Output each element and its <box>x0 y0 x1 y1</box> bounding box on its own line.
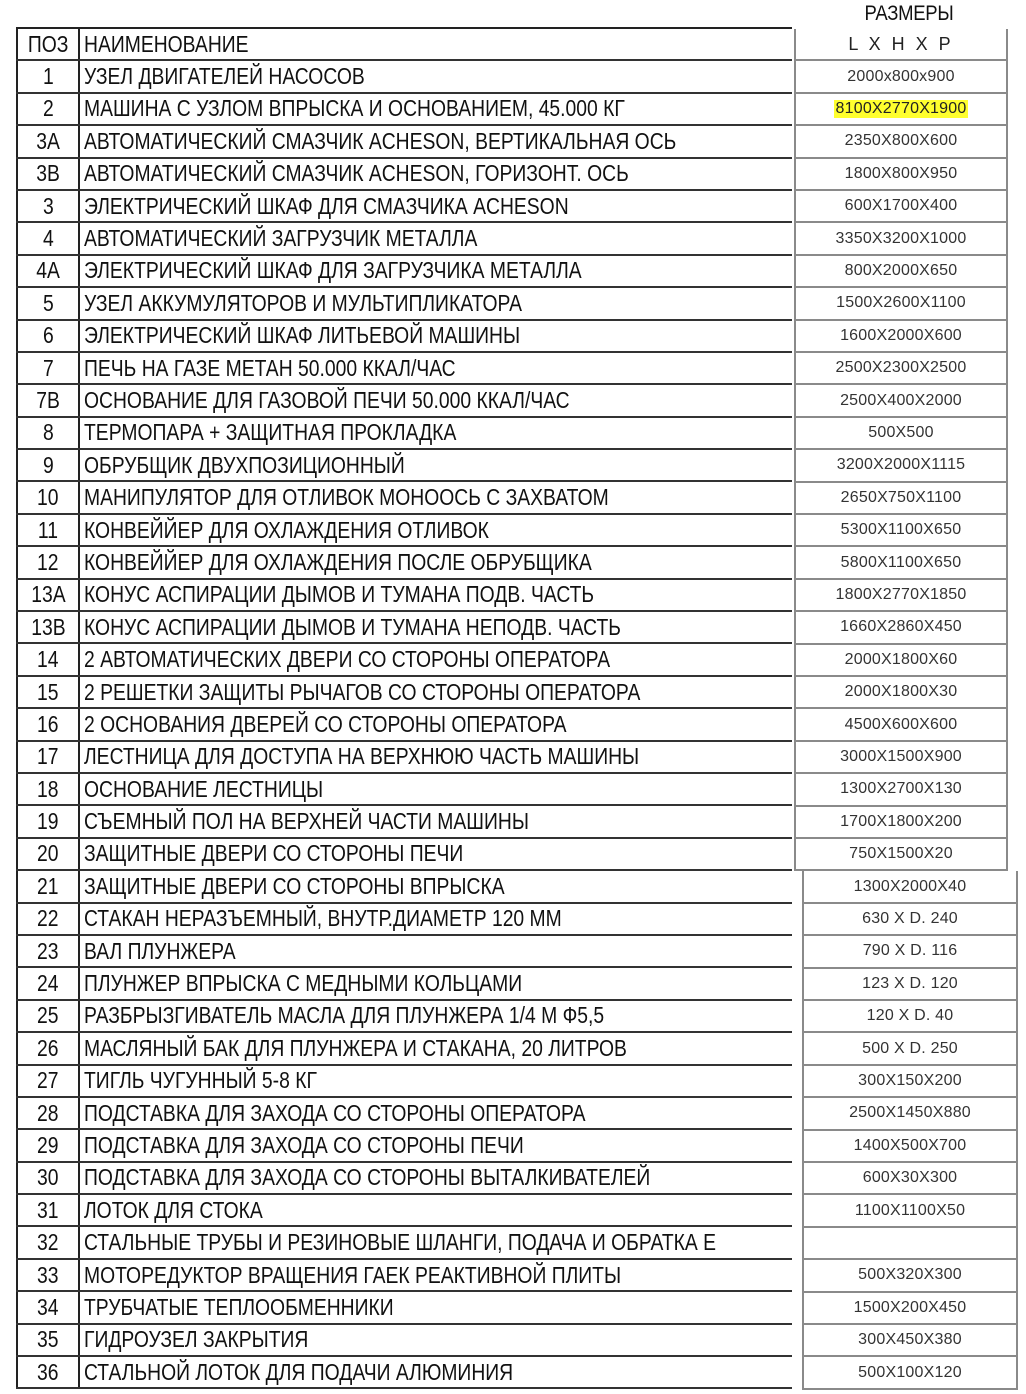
row-size <box>802 1098 1018 1130</box>
row-position: 23 <box>16 936 80 966</box>
table-row <box>16 1033 792 1065</box>
row-name: МАШИНА С УЗЛОМ ВПРЫСКА И ОСНОВАНИЕМ, 45.000 КГ <box>84 95 625 122</box>
row-name: ЭЛЕКТРИЧЕСКИЙ ШКАФ ЛИТЬЕВОЙ МАШИНЫ <box>84 322 521 349</box>
row-size <box>802 1195 1018 1227</box>
row-position: 30 <box>16 1163 80 1193</box>
table-row <box>16 223 792 255</box>
table-row <box>16 936 792 968</box>
row-size <box>802 1033 1018 1065</box>
size-value: 2000X1800X60 <box>844 650 958 668</box>
size-value: 3000X1500X900 <box>840 747 962 765</box>
size-value: 2000X1800X30 <box>844 683 958 701</box>
size-value: 123 X D. 120 <box>862 974 958 992</box>
row-name: ЗАЩИТНЫЕ ДВЕРИ СО СТОРОНЫ ПЕЧИ <box>84 840 464 867</box>
row-size <box>802 1163 1018 1195</box>
row-position: 8 <box>16 418 80 448</box>
size-value: 1500X200X450 <box>853 1298 967 1316</box>
equipment-table <box>16 27 792 1389</box>
table-row <box>16 126 792 158</box>
row-size <box>802 871 1018 903</box>
table-row <box>16 418 792 450</box>
row-name: КОНУС АСПИРАЦИИ ДЫМОВ И ТУМАНА ПОДВ. ЧАСТЬ <box>84 581 595 608</box>
size-value: 500X320X300 <box>858 1266 962 1284</box>
table-row <box>16 94 792 126</box>
row-name: РАЗБРЫЗГИВАТЕЛЬ МАСЛА ДЛЯ ПЛУНЖЕРА 1/4 М Ф5,5 <box>84 1002 605 1029</box>
table-row <box>16 742 792 774</box>
row-size <box>802 1131 1018 1163</box>
row-name: ЛЕСТНИЦА ДЛЯ ДОСТУПА НА ВЕРХНЮЮ ЧАСТЬ МАШИНЫ <box>84 743 640 770</box>
row-position: 16 <box>16 709 80 739</box>
table-row <box>16 256 792 288</box>
row-size <box>794 61 1008 93</box>
row-name: ПОДСТАВКА ДЛЯ ЗАХОДА СО СТОРОНЫ ОПЕРАТОРА <box>84 1099 586 1126</box>
row-size <box>794 321 1008 353</box>
row-position: 4A <box>16 256 80 286</box>
row-name: ПОДСТАВКА ДЛЯ ЗАХОДА СО СТОРОНЫ ПЕЧИ <box>84 1131 524 1158</box>
row-position: 3B <box>16 159 80 189</box>
row-name: УЗЕЛ АККУМУЛЯТОРОВ И МУЛЬТИПЛИКАТОРА <box>84 289 523 316</box>
size-value: 1600X2000X600 <box>840 326 962 344</box>
size-value: 2350X800X600 <box>844 132 958 150</box>
row-size <box>802 1066 1018 1098</box>
row-name: 2 РЕШЕТКИ ЗАЩИТЫ РЫЧАГОВ СО СТОРОНЫ ОПЕРАТОРА <box>84 678 641 705</box>
row-name: ТЕРМОПАРА + ЗАЩИТНАЯ ПРОКЛАДКА <box>84 419 457 446</box>
row-position: 18 <box>16 774 80 804</box>
row-name: ПЕЧЬ НА ГАЗЕ МЕТАН 50.000 ККАЛ/ЧАС <box>84 354 456 381</box>
row-name: УЗЕЛ ДВИГАТЕЛЕЙ НАСОСОВ <box>84 63 365 90</box>
row-position: 32 <box>16 1227 80 1257</box>
size-value: 630 X D. 240 <box>862 909 958 927</box>
size-value: 5800X1100X650 <box>840 553 962 571</box>
row-name: СТАКАН НЕРАЗЪЕМНЫЙ, ВНУТР.ДИАМЕТР 120 ММ <box>84 905 562 932</box>
row-name: МАСЛЯНЫЙ БАК ДЛЯ ПЛУНЖЕРА И СТАКАНА, 20 ЛИТРОВ <box>84 1034 627 1061</box>
size-value: 120 X D. 40 <box>866 1007 954 1025</box>
row-position: 27 <box>16 1066 80 1096</box>
row-position: 17 <box>16 742 80 772</box>
row-size <box>802 1357 1018 1389</box>
row-name: АВТОМАТИЧЕСКИЙ СМАЗЧИК ACHESON, ГОРИЗОНТ. ОСЬ <box>84 160 629 187</box>
row-position: 1 <box>16 61 80 91</box>
table-row <box>16 1227 792 1259</box>
row-position: 6 <box>16 321 80 351</box>
size-value: 1300X2700X130 <box>840 780 962 798</box>
row-name: КОНУС АСПИРАЦИИ ДЫМОВ И ТУМАНА НЕПОДВ. ЧАСТЬ <box>84 613 621 640</box>
row-position: 19 <box>16 806 80 836</box>
row-position: 31 <box>16 1195 80 1225</box>
table-row <box>16 904 792 936</box>
table-row <box>16 1001 792 1033</box>
row-position: 36 <box>16 1357 80 1387</box>
row-position: 3 <box>16 191 80 221</box>
row-size <box>794 126 1008 158</box>
table-row <box>16 1163 792 1195</box>
row-size <box>794 580 1008 612</box>
table-row <box>16 385 792 417</box>
size-value: 500X500 <box>868 423 934 441</box>
table-row <box>16 709 792 741</box>
table-row <box>16 677 792 709</box>
row-size <box>794 256 1008 288</box>
row-name: 2 ОСНОВАНИЯ ДВЕРЕЙ СО СТОРОНЫ ОПЕРАТОРА <box>84 710 567 737</box>
header-name: НАИМЕНОВАНИЕ <box>84 30 249 57</box>
size-value: 790 X D. 116 <box>862 942 958 960</box>
row-name: ЛОТОК ДЛЯ СТОКА <box>84 1196 263 1223</box>
row-name: ГИДРОУЗЕЛ ЗАКРЫТИЯ <box>84 1326 309 1353</box>
row-name: МОТОРЕДУКТОР ВРАЩЕНИЯ ГАЕК РЕАКТИВНОЙ ПЛИТЫ <box>84 1261 622 1288</box>
row-position: 2 <box>16 94 80 124</box>
row-position: 11 <box>16 515 80 545</box>
size-value: 3200X2000X1115 <box>836 456 966 474</box>
row-name: СТАЛЬНЫЕ ТРУБЫ И РЕЗИНОВЫЕ ШЛАНГИ, ПОДАЧА И ОБРАТКА Е <box>84 1229 717 1256</box>
table-row <box>16 839 792 871</box>
row-size <box>802 1001 1018 1033</box>
row-name: ЭЛЕКТРИЧЕСКИЙ ШКАФ ДЛЯ СМАЗЧИКА ACHESON <box>84 192 569 219</box>
row-name: ЗАЩИТНЫЕ ДВЕРИ СО СТОРОНЫ ВПРЫСКА <box>84 872 505 899</box>
row-size <box>794 645 1008 677</box>
row-name: ОСНОВАНИЕ ЛЕСТНИЦЫ <box>84 775 324 802</box>
table-row <box>16 1260 792 1292</box>
table-row <box>16 1130 792 1162</box>
size-value: 300X150X200 <box>858 1071 962 1089</box>
row-name: 2 АВТОМАТИЧЕСКИХ ДВЕРИ СО СТОРОНЫ ОПЕРАТОРА <box>84 646 611 673</box>
size-value: 5300X1100X650 <box>840 521 962 539</box>
table-row <box>16 774 792 806</box>
row-position: 15 <box>16 677 80 707</box>
row-size <box>794 547 1008 579</box>
table-row <box>16 871 792 903</box>
table-row <box>16 191 792 223</box>
table-row <box>16 1357 792 1389</box>
row-size <box>794 353 1008 385</box>
row-size <box>794 418 1008 450</box>
table-row <box>16 353 792 385</box>
size-value: 1500X2600X1100 <box>836 294 966 312</box>
size-value: 2500X1450X880 <box>849 1104 971 1122</box>
size-value: 1100X1100X50 <box>854 1201 966 1219</box>
size-value: 500 X D. 250 <box>862 1039 958 1057</box>
row-position: 3A <box>16 126 80 156</box>
table-row <box>16 1325 792 1357</box>
row-position: 34 <box>16 1292 80 1322</box>
row-name: ОБРУБЩИК ДВУХПОЗИЦИОННЫЙ <box>84 451 405 478</box>
size-value: 1300X2000X40 <box>853 877 967 895</box>
row-position: 24 <box>16 968 80 998</box>
size-value: 2500X2300X2500 <box>835 359 967 377</box>
table-row <box>16 1098 792 1130</box>
row-position: 14 <box>16 644 80 674</box>
size-value: 500X100X120 <box>858 1363 962 1381</box>
table-row <box>16 482 792 514</box>
table-row <box>16 612 792 644</box>
size-value: 600X1700X400 <box>844 197 958 215</box>
row-position: 35 <box>16 1325 80 1355</box>
table-row <box>16 644 792 676</box>
table-row <box>16 159 792 191</box>
table-row <box>16 450 792 482</box>
row-name: ОСНОВАНИЕ ДЛЯ ГАЗОВОЙ ПЕЧИ 50.000 ККАЛ/ЧАС <box>84 386 570 413</box>
size-value: 600X30X300 <box>862 1169 958 1187</box>
row-position: 20 <box>16 839 80 869</box>
header-position: ПОЗ <box>16 29 80 59</box>
row-size <box>802 969 1018 1001</box>
row-position: 12 <box>16 547 80 577</box>
row-position: 28 <box>16 1098 80 1128</box>
table-row <box>16 515 792 547</box>
size-value: 1800X2770X1850 <box>835 585 967 603</box>
row-size <box>802 936 1018 968</box>
row-position: 4 <box>16 223 80 253</box>
row-size <box>794 515 1008 547</box>
highlighted-size: 8100X2770X1900 <box>835 99 967 117</box>
row-size <box>802 904 1018 936</box>
header-size: L X H X P <box>794 29 1008 61</box>
row-size <box>794 450 1008 482</box>
row-size <box>794 807 1008 839</box>
row-position: 10 <box>16 482 80 512</box>
row-name: ПЛУНЖЕР ВПРЫСКА С МЕДНЫМИ КОЛЬЦАМИ <box>84 970 523 997</box>
table-row <box>16 1066 792 1098</box>
row-name: ЭЛЕКТРИЧЕСКИЙ ШКАФ ДЛЯ ЗАГРУЗЧИКА МЕТАЛЛА <box>84 257 582 284</box>
row-size <box>794 483 1008 515</box>
row-name: ТИГЛЬ ЧУГУННЫЙ 5-8 КГ <box>84 1067 317 1094</box>
row-size <box>794 288 1008 320</box>
row-size <box>802 1293 1018 1325</box>
row-size <box>794 677 1008 709</box>
size-value: 2650X750X1100 <box>840 488 962 506</box>
table-header-row <box>16 29 792 61</box>
size-value: 300X450X380 <box>858 1331 962 1349</box>
size-value: 1660X2860X450 <box>840 618 962 636</box>
row-size <box>794 774 1008 806</box>
table-row <box>16 547 792 579</box>
row-position: 5 <box>16 288 80 318</box>
row-size <box>794 223 1008 255</box>
row-position: 21 <box>16 871 80 901</box>
size-value: 1400X500X700 <box>853 1136 967 1154</box>
row-name: ВАЛ ПЛУНЖЕРА <box>84 937 236 964</box>
size-value: 1700X1800X200 <box>840 812 962 830</box>
row-name: ТРУБЧАТЫЕ ТЕПЛООБМЕННИКИ <box>84 1293 394 1320</box>
row-size <box>794 191 1008 223</box>
row-name: АВТОМАТИЧЕСКИЙ ЗАГРУЗЧИК МЕТАЛЛА <box>84 225 478 252</box>
size-value: 4500X600X600 <box>844 715 958 733</box>
row-position: 26 <box>16 1033 80 1063</box>
row-name: СЪЕМНЫЙ ПОЛ НА ВЕРХНЕЙ ЧАСТИ МАШИНЫ <box>84 808 529 835</box>
row-size <box>794 742 1008 774</box>
row-position: 13B <box>16 612 80 642</box>
size-value: 750X1500X20 <box>849 845 953 863</box>
row-size <box>794 159 1008 191</box>
row-position: 13A <box>16 580 80 610</box>
row-size <box>802 1260 1018 1292</box>
table-row <box>16 806 792 838</box>
row-position: 7 <box>16 353 80 383</box>
row-name: ПОДСТАВКА ДЛЯ ЗАХОДА СО СТОРОНЫ ВЫТАЛКИВАТЕЛЕЙ <box>84 1164 651 1191</box>
size-value: 800X2000X650 <box>844 261 958 279</box>
row-size <box>802 1325 1018 1357</box>
row-size <box>794 709 1008 741</box>
row-name: КОНВЕЙЙЕР ДЛЯ ОХЛАЖДЕНИЯ ПОСЛЕ ОБРУБЩИКА <box>84 548 592 575</box>
table-row <box>16 968 792 1000</box>
size-value: 1800X800X950 <box>844 164 958 182</box>
row-position: 33 <box>16 1260 80 1290</box>
row-position: 7B <box>16 385 80 415</box>
row-size <box>794 612 1008 644</box>
row-size <box>794 385 1008 417</box>
table-row <box>16 288 792 320</box>
row-name: СТАЛЬНОЙ ЛОТОК ДЛЯ ПОДАЧИ АЛЮМИНИЯ <box>84 1358 514 1385</box>
table-row <box>16 1195 792 1227</box>
row-position: 25 <box>16 1001 80 1031</box>
row-size <box>794 94 1008 126</box>
size-value: 2500X400X2000 <box>840 391 962 409</box>
row-size <box>802 1228 1018 1260</box>
row-name: АВТОМАТИЧЕСКИЙ СМАЗЧИК ACHESON, ВЕРТИКАЛЬНАЯ ОСЬ <box>84 127 677 154</box>
size-value: 2000x800x900 <box>847 67 955 85</box>
table-row <box>16 1292 792 1324</box>
row-position: 22 <box>16 904 80 934</box>
table-row <box>16 61 792 93</box>
table-row <box>16 580 792 612</box>
row-position: 29 <box>16 1130 80 1160</box>
sizes-group-title: РАЗМЕРЫ <box>864 2 954 25</box>
row-name: КОНВЕЙЙЕР ДЛЯ ОХЛАЖДЕНИЯ ОТЛИВОК <box>84 516 489 543</box>
row-name: МАНИПУЛЯТОР ДЛЯ ОТЛИВОК МОНООСЬ С ЗАХВАТОМ <box>84 484 609 511</box>
size-value: 3350X3200X1000 <box>835 229 967 247</box>
table-row <box>16 321 792 353</box>
row-position: 9 <box>16 450 80 480</box>
row-size <box>794 839 1008 871</box>
